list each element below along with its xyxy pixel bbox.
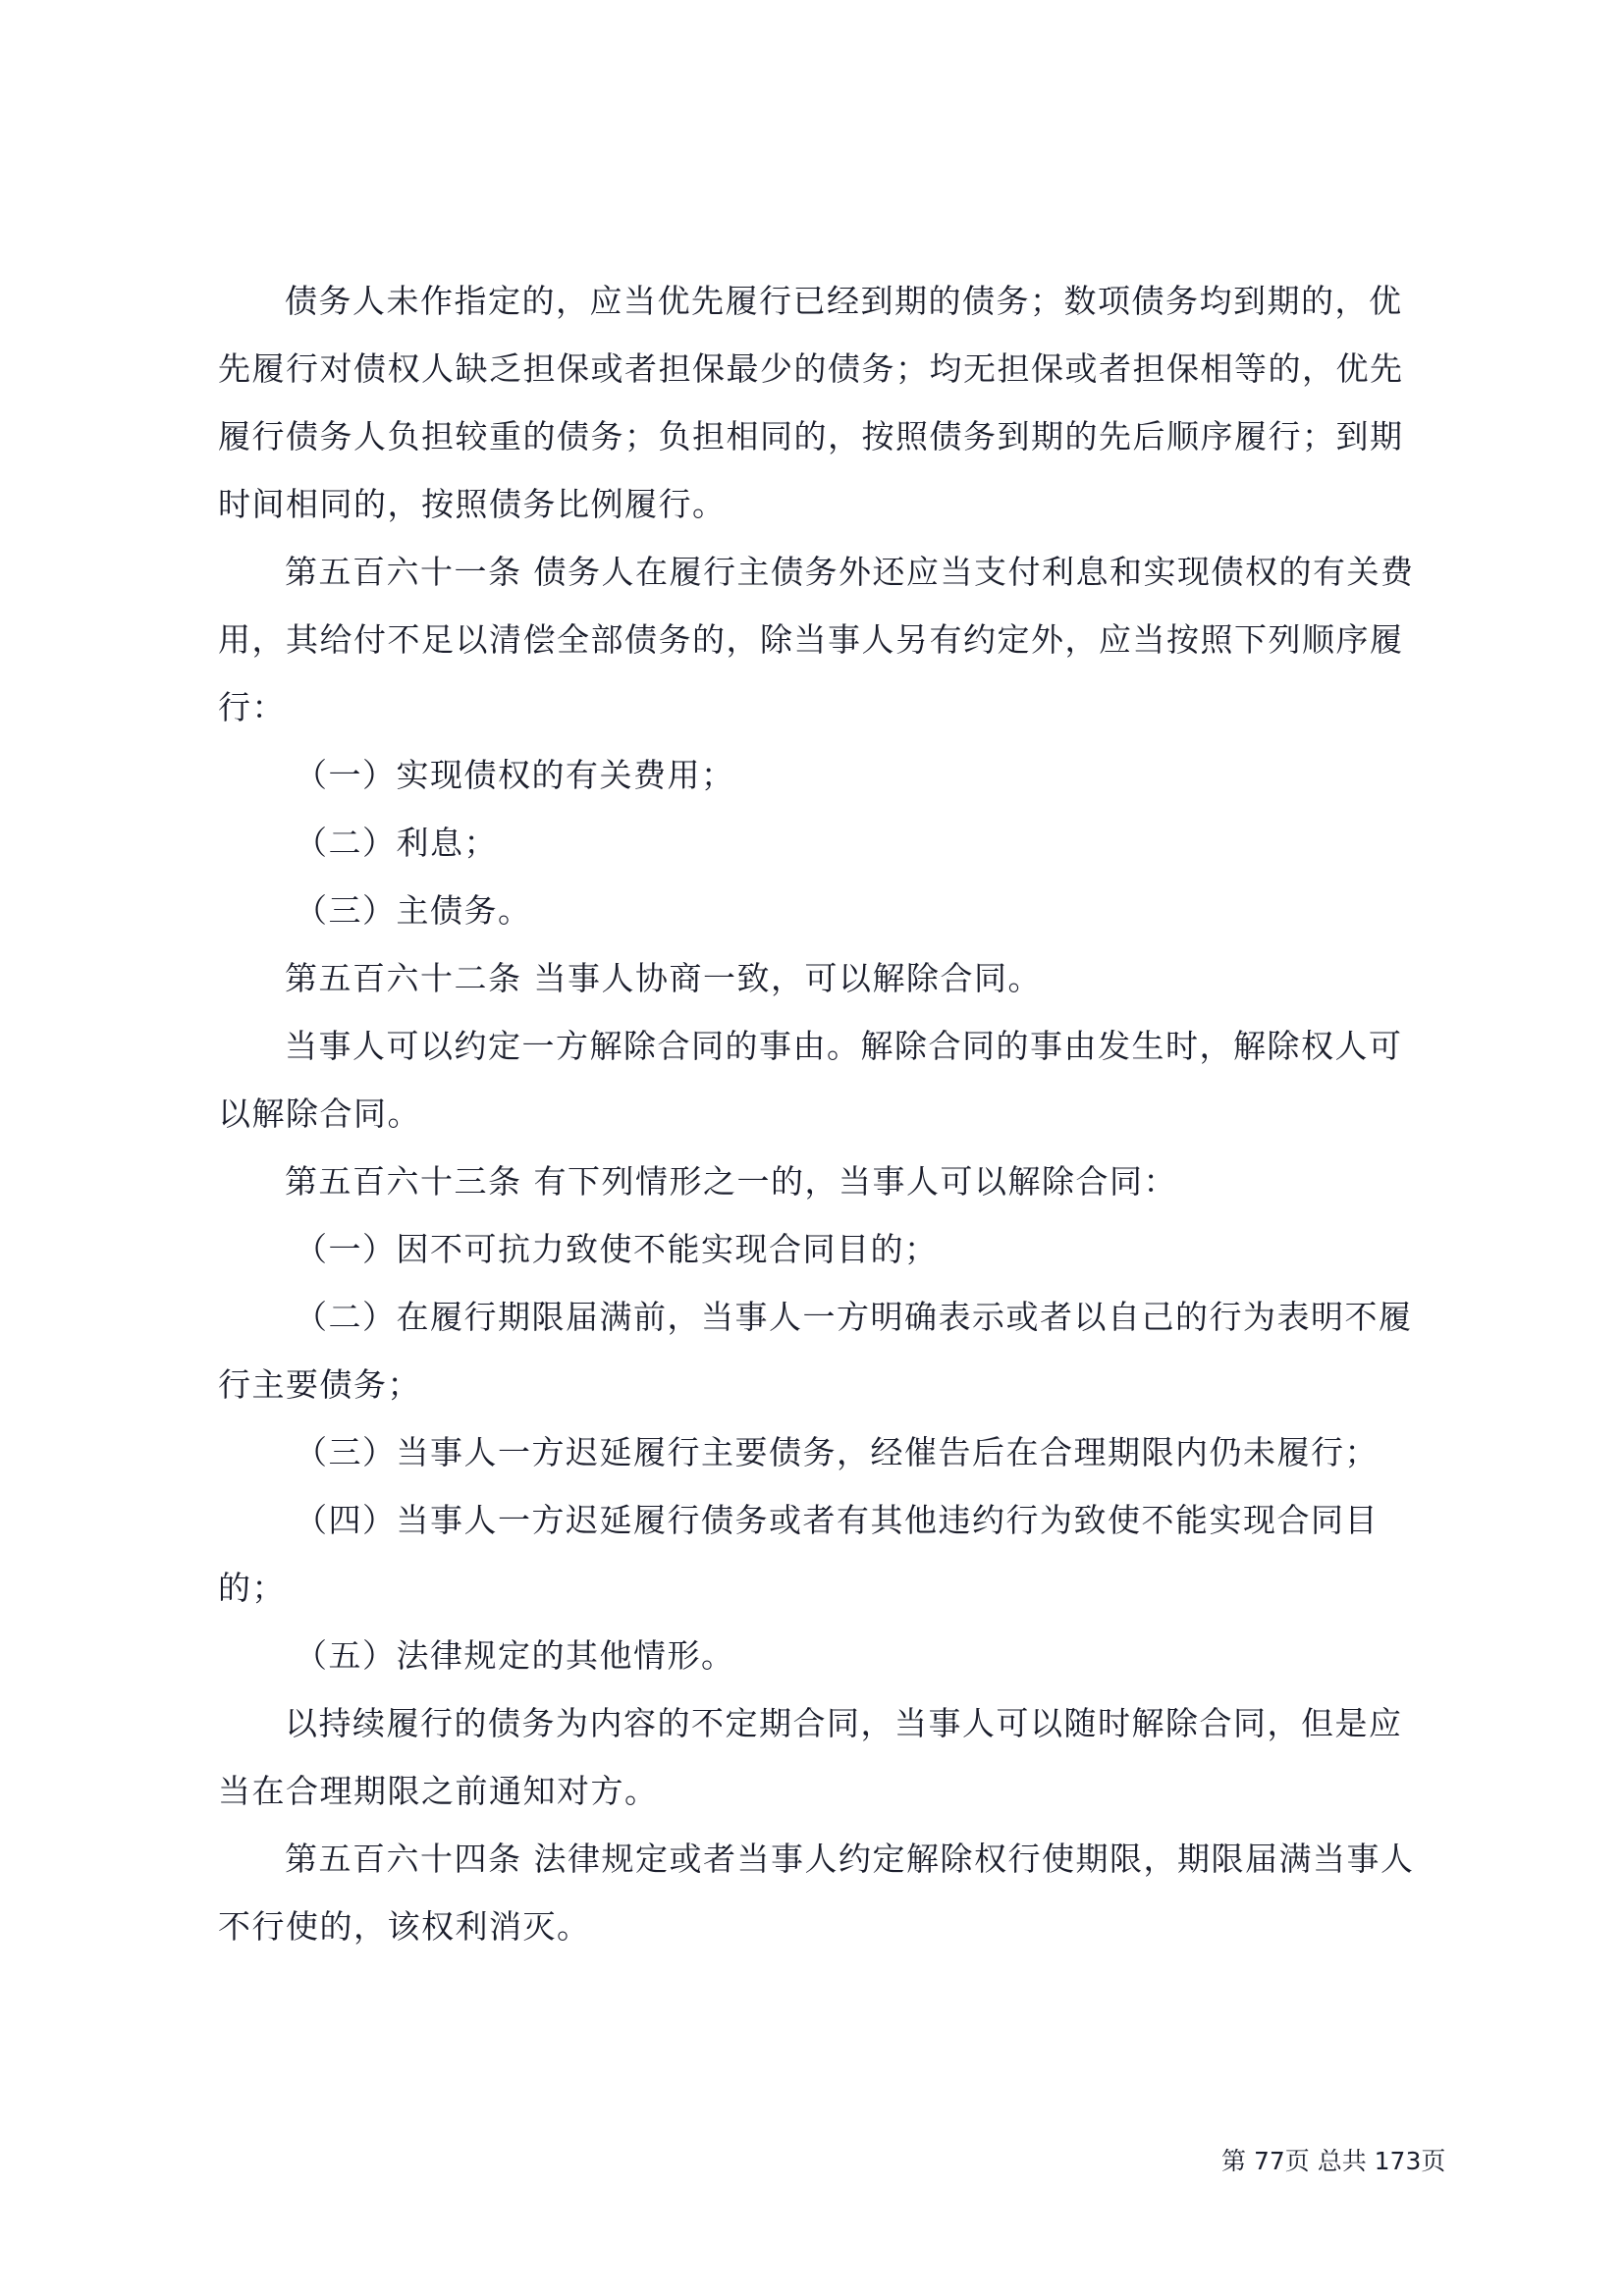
article-562-paragraph: 第五百六十二条 当事人协商一致，可以解除合同。	[285, 959, 1042, 997]
list-item: （五）法律规定的其他情形。	[295, 1636, 735, 1675]
list-item: （三）主债务。	[295, 891, 532, 930]
page-number-footer: 第 77页 总共 173页	[1221, 2147, 1446, 2175]
list-item: （二）在履行期限届满前，当事人一方明确表示或者以自己的行为表明不履行主要债务；	[218, 1298, 1413, 1404]
article-561-paragraph: 第五百六十一条 债务人在履行主债务外还应当支付利息和实现债权的有关费用，其给付不足以清偿全部债务的，除当事人另有约定外，应当按照下列顺序履行：	[218, 553, 1415, 726]
paragraph: 当事人可以约定一方解除合同的事由。解除合同的事由发生时，解除权人可以解除合同。	[218, 1027, 1403, 1133]
article-563-paragraph: 第五百六十三条 有下列情形之一的，当事人可以解除合同：	[285, 1162, 1177, 1201]
document-body	[218, 267, 1431, 1960]
paragraph: 以持续履行的债务为内容的不定期合同，当事人可以随时解除合同，但是应当在合理期限之前通知对方。	[218, 1704, 1403, 1810]
paragraph: 债务人未作指定的，应当优先履行已经到期的债务；数项债务均到期的，优先履行对债权人缺乏担保或者担保最少的债务；均无担保或者担保相等的，优先履行债务人负担较重的债务；负担相同的，按照债务到期的先后顺序履行；到期时间相同的，按照债务比例履行。	[218, 282, 1404, 523]
article-564-paragraph: 第五百六十四条 法律规定或者当事人约定解除权行使期限，期限届满当事人不行使的，该权利消灭。	[218, 1840, 1415, 1946]
list-item: （三）当事人一方迟延履行主要债务，经催告后在合理期限内仍未履行；	[295, 1433, 1379, 1471]
list-item: （二）利息；	[295, 824, 498, 862]
list-item: （四）当事人一方迟延履行债务或者有其他违约行为致使不能实现合同目的；	[218, 1501, 1379, 1607]
list-item: （一）因不可抗力致使不能实现合同目的；	[295, 1230, 939, 1268]
list-item: （一）实现债权的有关费用；	[295, 756, 735, 794]
